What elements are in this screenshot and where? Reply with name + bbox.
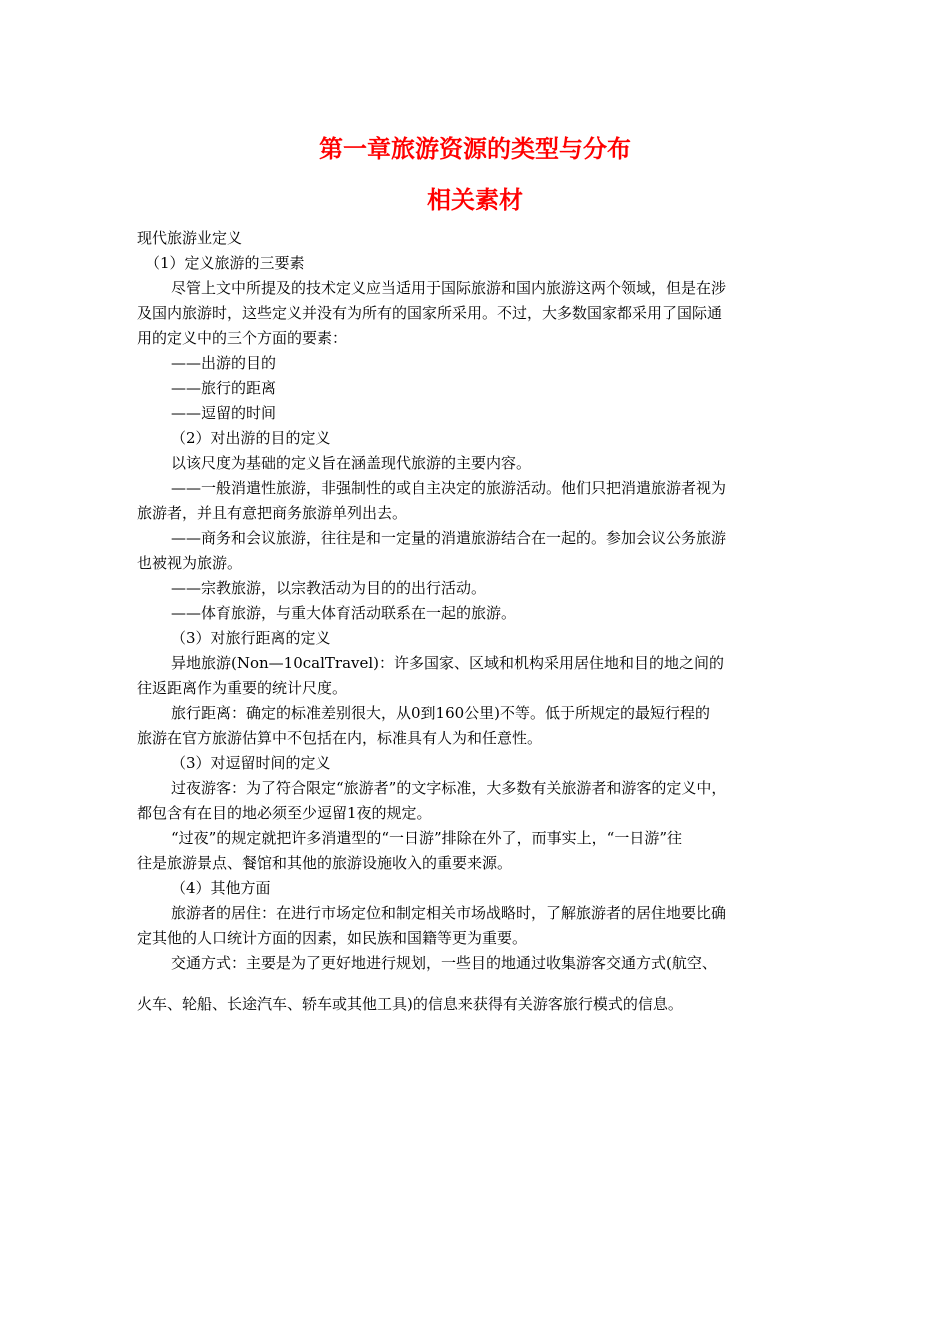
list-item: ——旅行的距离	[171, 379, 277, 397]
paragraph-line: 及国内旅游时，这些定义并没有为所有的国家所采用。不过，大多数国家都采用了国际通	[137, 304, 723, 322]
paragraph-line: 交通方式：主要是为了更好地进行规划，一些目的地通过收集游客交通方式(航空、	[171, 954, 717, 972]
subsection-heading: （2）对出游的目的定义	[171, 429, 331, 447]
paragraph-line: ——体育旅游，与重大体育活动联系在一起的旅游。	[171, 604, 517, 622]
document-title: 第一章旅游资源的类型与分布	[319, 135, 631, 163]
subsection-heading: （4）其他方面	[171, 879, 271, 897]
paragraph-line: 都包含有在目的地必须至少逗留1夜的规定。	[137, 804, 432, 822]
paragraph-line: 尽管上文中所提及的技术定义应当适用于国际旅游和国内旅游这两个领域，但是在涉	[171, 279, 727, 297]
document-subtitle: 相关素材	[427, 186, 523, 214]
subsection-heading: （1）定义旅游的三要素	[145, 254, 305, 272]
paragraph-line: 也被视为旅游。	[137, 554, 243, 572]
subsection-heading: （3）对逗留时间的定义	[171, 754, 331, 772]
paragraph-line: 往返距离作为重要的统计尺度。	[137, 679, 348, 697]
paragraph-line: 定其他的人口统计方面的因素，如民族和国籍等更为重要。	[137, 929, 528, 947]
paragraph-line: 旅游者，并且有意把商务旅游单列出去。	[137, 504, 408, 522]
paragraph-line: “过夜”的规定就把许多消遣型的“一日游”排除在外了，而事实上，“一日游”往	[171, 829, 683, 847]
paragraph-line: 异地旅游(Non—10calTravel)：许多国家、区域和机构采用居住地和目的地之间的	[171, 654, 725, 672]
paragraph-line: ——一般消遣性旅游，非强制性的或自主决定的旅游活动。他们只把消遣旅游者视为	[171, 479, 727, 497]
paragraph-line: ——商务和会议旅游，往往是和一定量的消遣旅游结合在一起的。参加会议公务旅游	[171, 529, 727, 547]
list-item: ——出游的目的	[171, 354, 277, 372]
paragraph-line: 以该尺度为基础的定义旨在涵盖现代旅游的主要内容。	[171, 454, 532, 472]
document-body	[137, 226, 827, 1017]
paragraph-line: 火车、轮船、长途汽车、轿车或其他工具)的信息来获得有关游客旅行模式的信息。	[137, 995, 683, 1013]
paragraph-line: 往是旅游景点、餐馆和其他的旅游设施收入的重要来源。	[137, 854, 513, 872]
list-item: ——逗留的时间	[171, 404, 277, 422]
paragraph-line: ——宗教旅游，以宗教活动为目的的出行活动。	[171, 579, 487, 597]
paragraph-gap	[137, 976, 827, 992]
paragraph-line: 旅游在官方旅游估算中不包括在内，标准具有人为和任意性。	[137, 729, 543, 747]
paragraph-line: 旅游者的居住：在进行市场定位和制定相关市场战略时，了解旅游者的居住地要比确	[171, 904, 727, 922]
paragraph-line: 旅行距离：确定的标准差别很大，从0到160公里)不等。低于所规定的最短行程的	[171, 704, 711, 722]
paragraph-line: 过夜游客：为了符合限定“旅游者”的文字标准，大多数有关旅游者和游客的定义中，	[171, 779, 727, 797]
paragraph-line: 用的定义中的三个方面的要素：	[137, 329, 348, 347]
section-heading: 现代旅游业定义	[137, 229, 243, 247]
subsection-heading: （3）对旅行距离的定义	[171, 629, 331, 647]
